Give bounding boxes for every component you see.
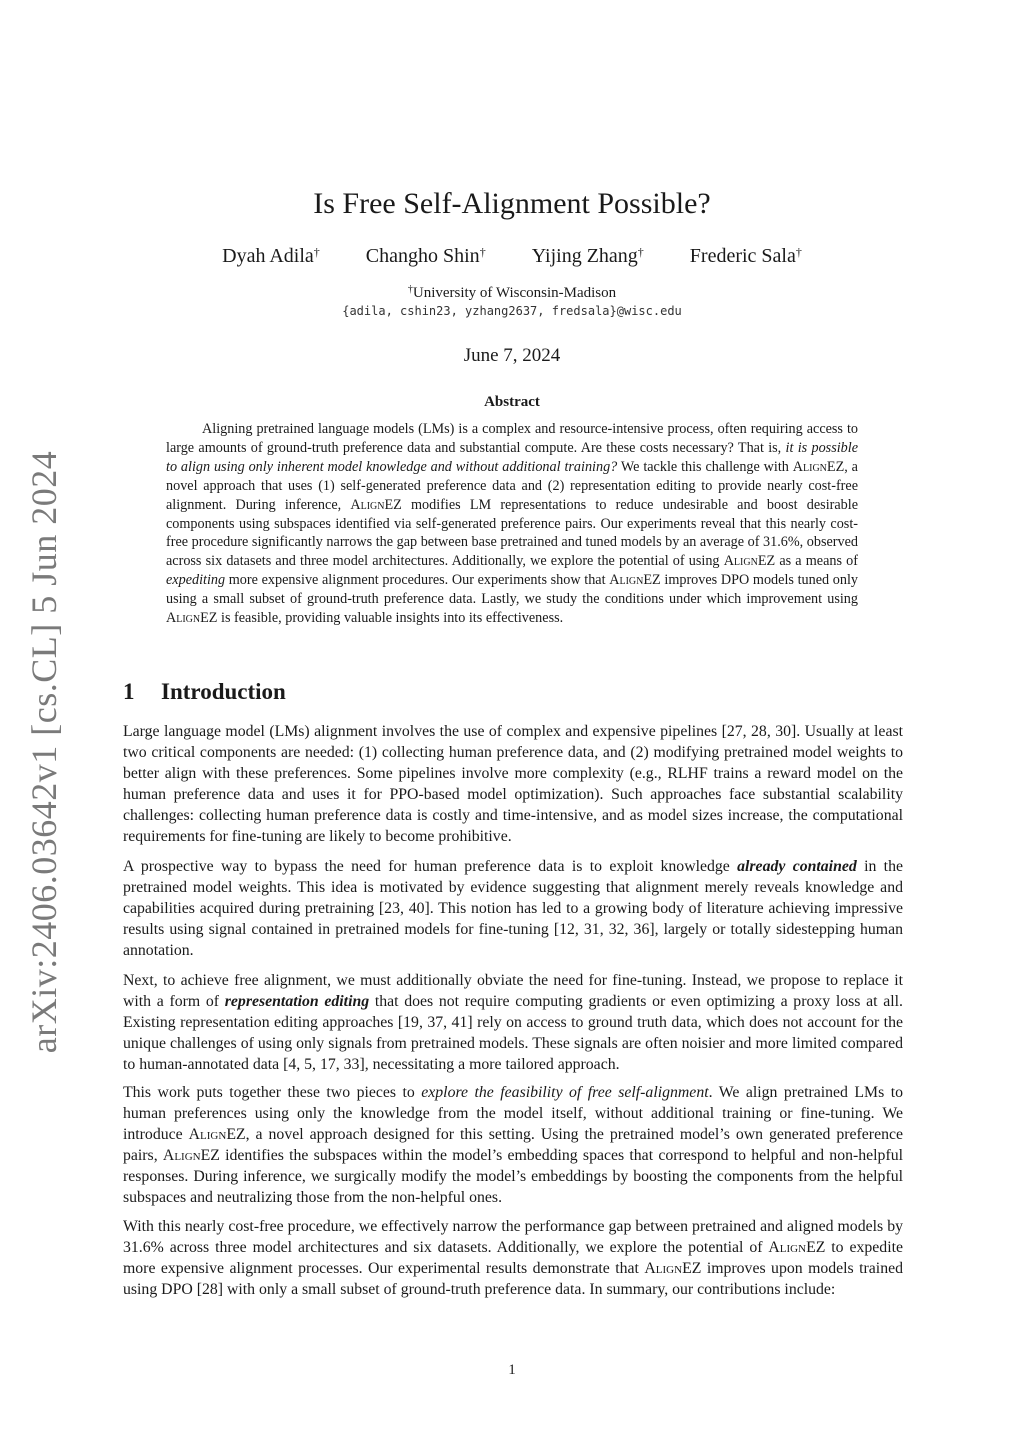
paragraph: A prospective way to bypass the need for human preference data is to exploit knowledge already contained in the pretrained model weights. This idea is motivated by evidence suggesting that alignment merely reveals knowledge and capabilities acquired during pretraining [23, 40]. This notion has led to a growing body of literature achieving impressive results using signal contained in pretrained models for fine-tuning [12, 31, 32, 36], largely or totally sidestepping human annotation. [123,858,903,959]
paper-date: June 7, 2024 [463,345,561,366]
author: Yijing Zhang† [531,245,644,267]
arxiv-sidebar-identifier [14,450,74,1054]
author-list [0,243,1024,269]
section-heading-introduction: 1 Introduction [123,679,286,704]
paragraph: This work puts together these two pieces to explore the feasibility of free self-alignment. We align pretrained LMs to human preferences using only the knowledge from the model itself, without additional training or fine-tuning. We introduce AlignEZ, a novel approach designed for this setting. Using the pretrained model’s own generated preference pairs, AlignEZ identifies the subspaces within the model’s embedding spaces that correspond to helpful and non-helpful responses. During inference, we surgically modify the model’s embeddings by boosting the components from the helpful subspaces and neutralizing those from the non-helpful ones. [123,1084,903,1206]
paper-title: Is Free Self-Alignment Possible? [313,187,711,220]
author: Dyah Adila† [222,245,320,267]
method-name: AlignEZ [609,572,661,589]
affiliation: †University of Wisconsin-Madison [407,284,617,301]
method-name: AlignEZ [188,1125,246,1143]
author: Changho Shin† [365,245,486,267]
paragraph: With this nearly cost-free procedure, we effectively narrow the performance gap between pretrained and aligned models by 31.6% across three model architectures and six datasets. Additionally, we explore the potential of AlignEZ to expedite more expensive alignment processes. Our experimental results demonstrate that AlignEZ improves upon models trained using DPO [28] with only a small subset of ground-truth preference data. In summary, our contributions include: [123,1218,904,1298]
arxiv-id-text: arXiv:2406.03642v1 [cs.CL] 5 Jun 2024 [24,450,65,1054]
method-name: AlignEZ [350,496,402,513]
page-number: 1 [508,1362,516,1378]
method-name: AlignEZ [792,458,845,475]
paragraph: Next, to achieve free alignment, we must additionally obviate the need for fine-tuning. Instead, we propose to replace it with a form of representation editing that does not require computing gradients or even optimizing a proxy loss at all. Existing representation editing approaches [19, 37, 41] rely on access to ground truth data, which does not account for the unique challenges of using only signals from pretrained models. These signals are often noisier and more limited compared to human-annotated data [4, 5, 17, 33], necessitating a more tailored approach. [123,972,903,1073]
method-name: AlignEZ [162,1146,220,1164]
abstract-heading: Abstract [484,394,540,410]
paragraph: Large language model (LMs) alignment involves the use of complex and expensive pipelines [27, 28, 30]. Usually at least two critical components are needed: (1) collecting human preference data, and (2) modifying pretrained model weights to better align with these preferences. Some pipelines involve more complexity (e.g., RLHF trains a reward model on the human preference data and uses it for PPO-based model optimization). Such approaches face substantial scalability challenges: collecting human preference data is costly and time-intensive, and as model sizes increase, the computational requirements for fine-tuning are likely to become prohibitive. [123,723,903,845]
abstract-text: Aligning pretrained language models (LMs) is a complex and resource-intensive process, often requiring access to large amounts of ground-truth preference data and substantial compute. Are these costs necessary? That is, it is possible to align using only inherent model knowledge and without additional training? We tackle this challenge with AlignEZ, a novel approach that uses (1) self-generated preference data and (2) representation editing to provide nearly cost-free alignment. During inference, AlignEZ modifies LM representations to reduce undesirable and boost desirable components using subspaces identified via self-generated preference pairs. Our experiments reveal that this nearly cost-free procedure significantly narrows the gap between base pretrained and tuned models by an average of 31.6%, observed across six datasets and three model architectures. Additionally, we explore the potential of using AlignEZ as a means of expediting more expensive alignment procedures. Our experiments show that AlignEZ improves DPO models tuned only using a small subset of ground-truth preference data. Lastly, we study the conditions under which improvement using AlignEZ is feasible, providing valuable insights into its effectiveness. [166,421,858,627]
method-name: AlignEZ [644,1259,702,1277]
method-name: AlignEZ [166,610,218,627]
author-emails: {adila, cshin23, yzhang2637, fredsala}@wisc.edu [342,304,682,318]
method-name: AlignEZ [768,1238,826,1256]
method-name: AlignEZ [723,553,776,570]
author: Frederic Sala† [689,245,802,267]
